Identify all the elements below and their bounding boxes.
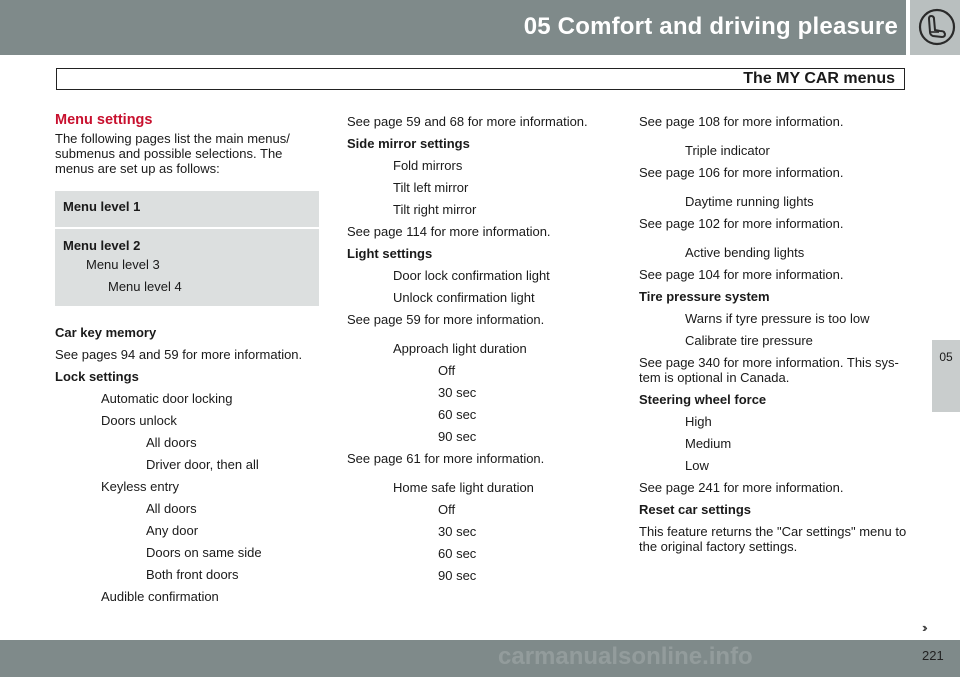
seat-icon xyxy=(906,0,960,55)
option-low: Low xyxy=(685,458,709,473)
menu-item-warns-tyre-pressure: Warns if tyre pressure is too low xyxy=(685,311,870,326)
page-reference: See page 104 for more information. xyxy=(639,267,844,282)
page-reference: See page 108 for more information. xyxy=(639,114,844,129)
legend-menu-level-3: Menu level 3 xyxy=(86,257,160,272)
option-both-front-doors: Both front doors xyxy=(146,567,239,582)
menu-item-keyless-entry: Keyless entry xyxy=(101,479,180,494)
menu-item-door-lock-confirmation-light: Door lock confirmation light xyxy=(393,268,550,283)
chapter-tab[interactable] xyxy=(932,340,960,412)
menu-item-tilt-right-mirror: Tilt right mirror xyxy=(393,202,477,217)
car-key-memory-heading: Car key memory xyxy=(55,325,157,340)
page-reference: See page 106 for more information. xyxy=(639,165,844,180)
light-settings-heading: Light settings xyxy=(347,246,433,261)
watermark: carmanualsonline.info xyxy=(498,643,753,670)
intro-paragraph: The following pages list the main menus/ submenus and possible selections. The menus are set up as follows: xyxy=(55,131,290,176)
option-doors-on-same-side: Doors on same side xyxy=(146,545,262,560)
section-header-title: The MY CAR menus xyxy=(743,70,895,87)
menu-item-triple-indicator: Triple indicator xyxy=(685,143,770,158)
tire-pressure-system-heading: Tire pressure system xyxy=(639,289,770,304)
column-3 xyxy=(639,114,914,561)
page-reference: See page 61 for more information. xyxy=(347,451,545,466)
legend-menu-level-1: Menu level 1 xyxy=(63,199,141,214)
option-driver-door-then-all: Driver door, then all xyxy=(146,457,259,472)
page-reference: See page 59 for more information. xyxy=(347,312,545,327)
legend-menu-level-2: Menu level 2 xyxy=(63,238,141,253)
reset-car-settings-heading: Reset car settings xyxy=(639,502,751,517)
page-reference: See page 114 for more information. xyxy=(347,224,551,239)
menu-item-active-bending-lights: Active bending lights xyxy=(685,245,805,260)
menu-item-calibrate-tire-pressure: Calibrate tire pressure xyxy=(685,333,813,348)
car-key-memory-ref: See pages 94 and 59 for more information. xyxy=(55,347,303,362)
next-page-arrows-icon[interactable]: ›› xyxy=(922,620,925,635)
page-reference: See page 102 for more information. xyxy=(639,216,844,231)
menu-item-doors-unlock: Doors unlock xyxy=(101,413,177,428)
page-reference: See page 340 for more information. This sys- tem is optional in Canada. xyxy=(639,355,899,385)
page-footer xyxy=(0,640,960,677)
page-header xyxy=(0,0,960,55)
menu-item-approach-light-duration: Approach light duration xyxy=(393,341,527,356)
column-1 xyxy=(55,113,319,611)
legend-menu-level-4: Menu level 4 xyxy=(108,279,182,294)
option-all-doors: All doors xyxy=(146,435,197,450)
page-number: 221 xyxy=(922,648,944,663)
option-30-sec: 30 sec xyxy=(438,385,477,400)
option-90-sec: 90 sec xyxy=(438,568,477,583)
menu-item-audible-confirmation: Audible confirmation xyxy=(101,589,219,604)
page-reference: See page 241 for more information. xyxy=(639,480,844,495)
option-off: Off xyxy=(438,363,456,378)
option-high: High xyxy=(685,414,712,429)
page-reference: See page 59 and 68 for more information. xyxy=(347,114,588,129)
section-header-box xyxy=(56,68,905,90)
option-off: Off xyxy=(438,502,456,517)
reset-car-settings-description: This feature returns the "Car settings" menu to the original factory settings. xyxy=(639,524,907,554)
option-all-doors: All doors xyxy=(146,501,197,516)
option-30-sec: 30 sec xyxy=(438,524,477,539)
option-medium: Medium xyxy=(685,436,732,451)
menu-item-unlock-confirmation-light: Unlock confirmation light xyxy=(393,290,535,305)
menu-item-tilt-left-mirror: Tilt left mirror xyxy=(393,180,469,195)
menu-settings-heading: Menu settings xyxy=(55,112,153,128)
column-2 xyxy=(347,114,612,590)
option-90-sec: 90 sec xyxy=(438,429,477,444)
menu-levels-legend xyxy=(55,191,319,306)
option-any-door: Any door xyxy=(146,523,199,538)
menu-item-daytime-running-lights: Daytime running lights xyxy=(685,194,814,209)
steering-wheel-force-heading: Steering wheel force xyxy=(639,392,767,407)
menu-item-home-safe-light-duration: Home safe light duration xyxy=(393,480,534,495)
menu-item-automatic-door-locking: Automatic door locking xyxy=(101,391,233,406)
chapter-tab-label: 05 xyxy=(939,350,953,364)
chapter-title: 05 Comfort and driving pleasure xyxy=(523,13,898,40)
option-60-sec: 60 sec xyxy=(438,546,477,561)
menu-item-fold-mirrors: Fold mirrors xyxy=(393,158,463,173)
option-60-sec: 60 sec xyxy=(438,407,477,422)
side-mirror-settings-heading: Side mirror settings xyxy=(347,136,470,151)
lock-settings-heading: Lock settings xyxy=(55,369,139,384)
